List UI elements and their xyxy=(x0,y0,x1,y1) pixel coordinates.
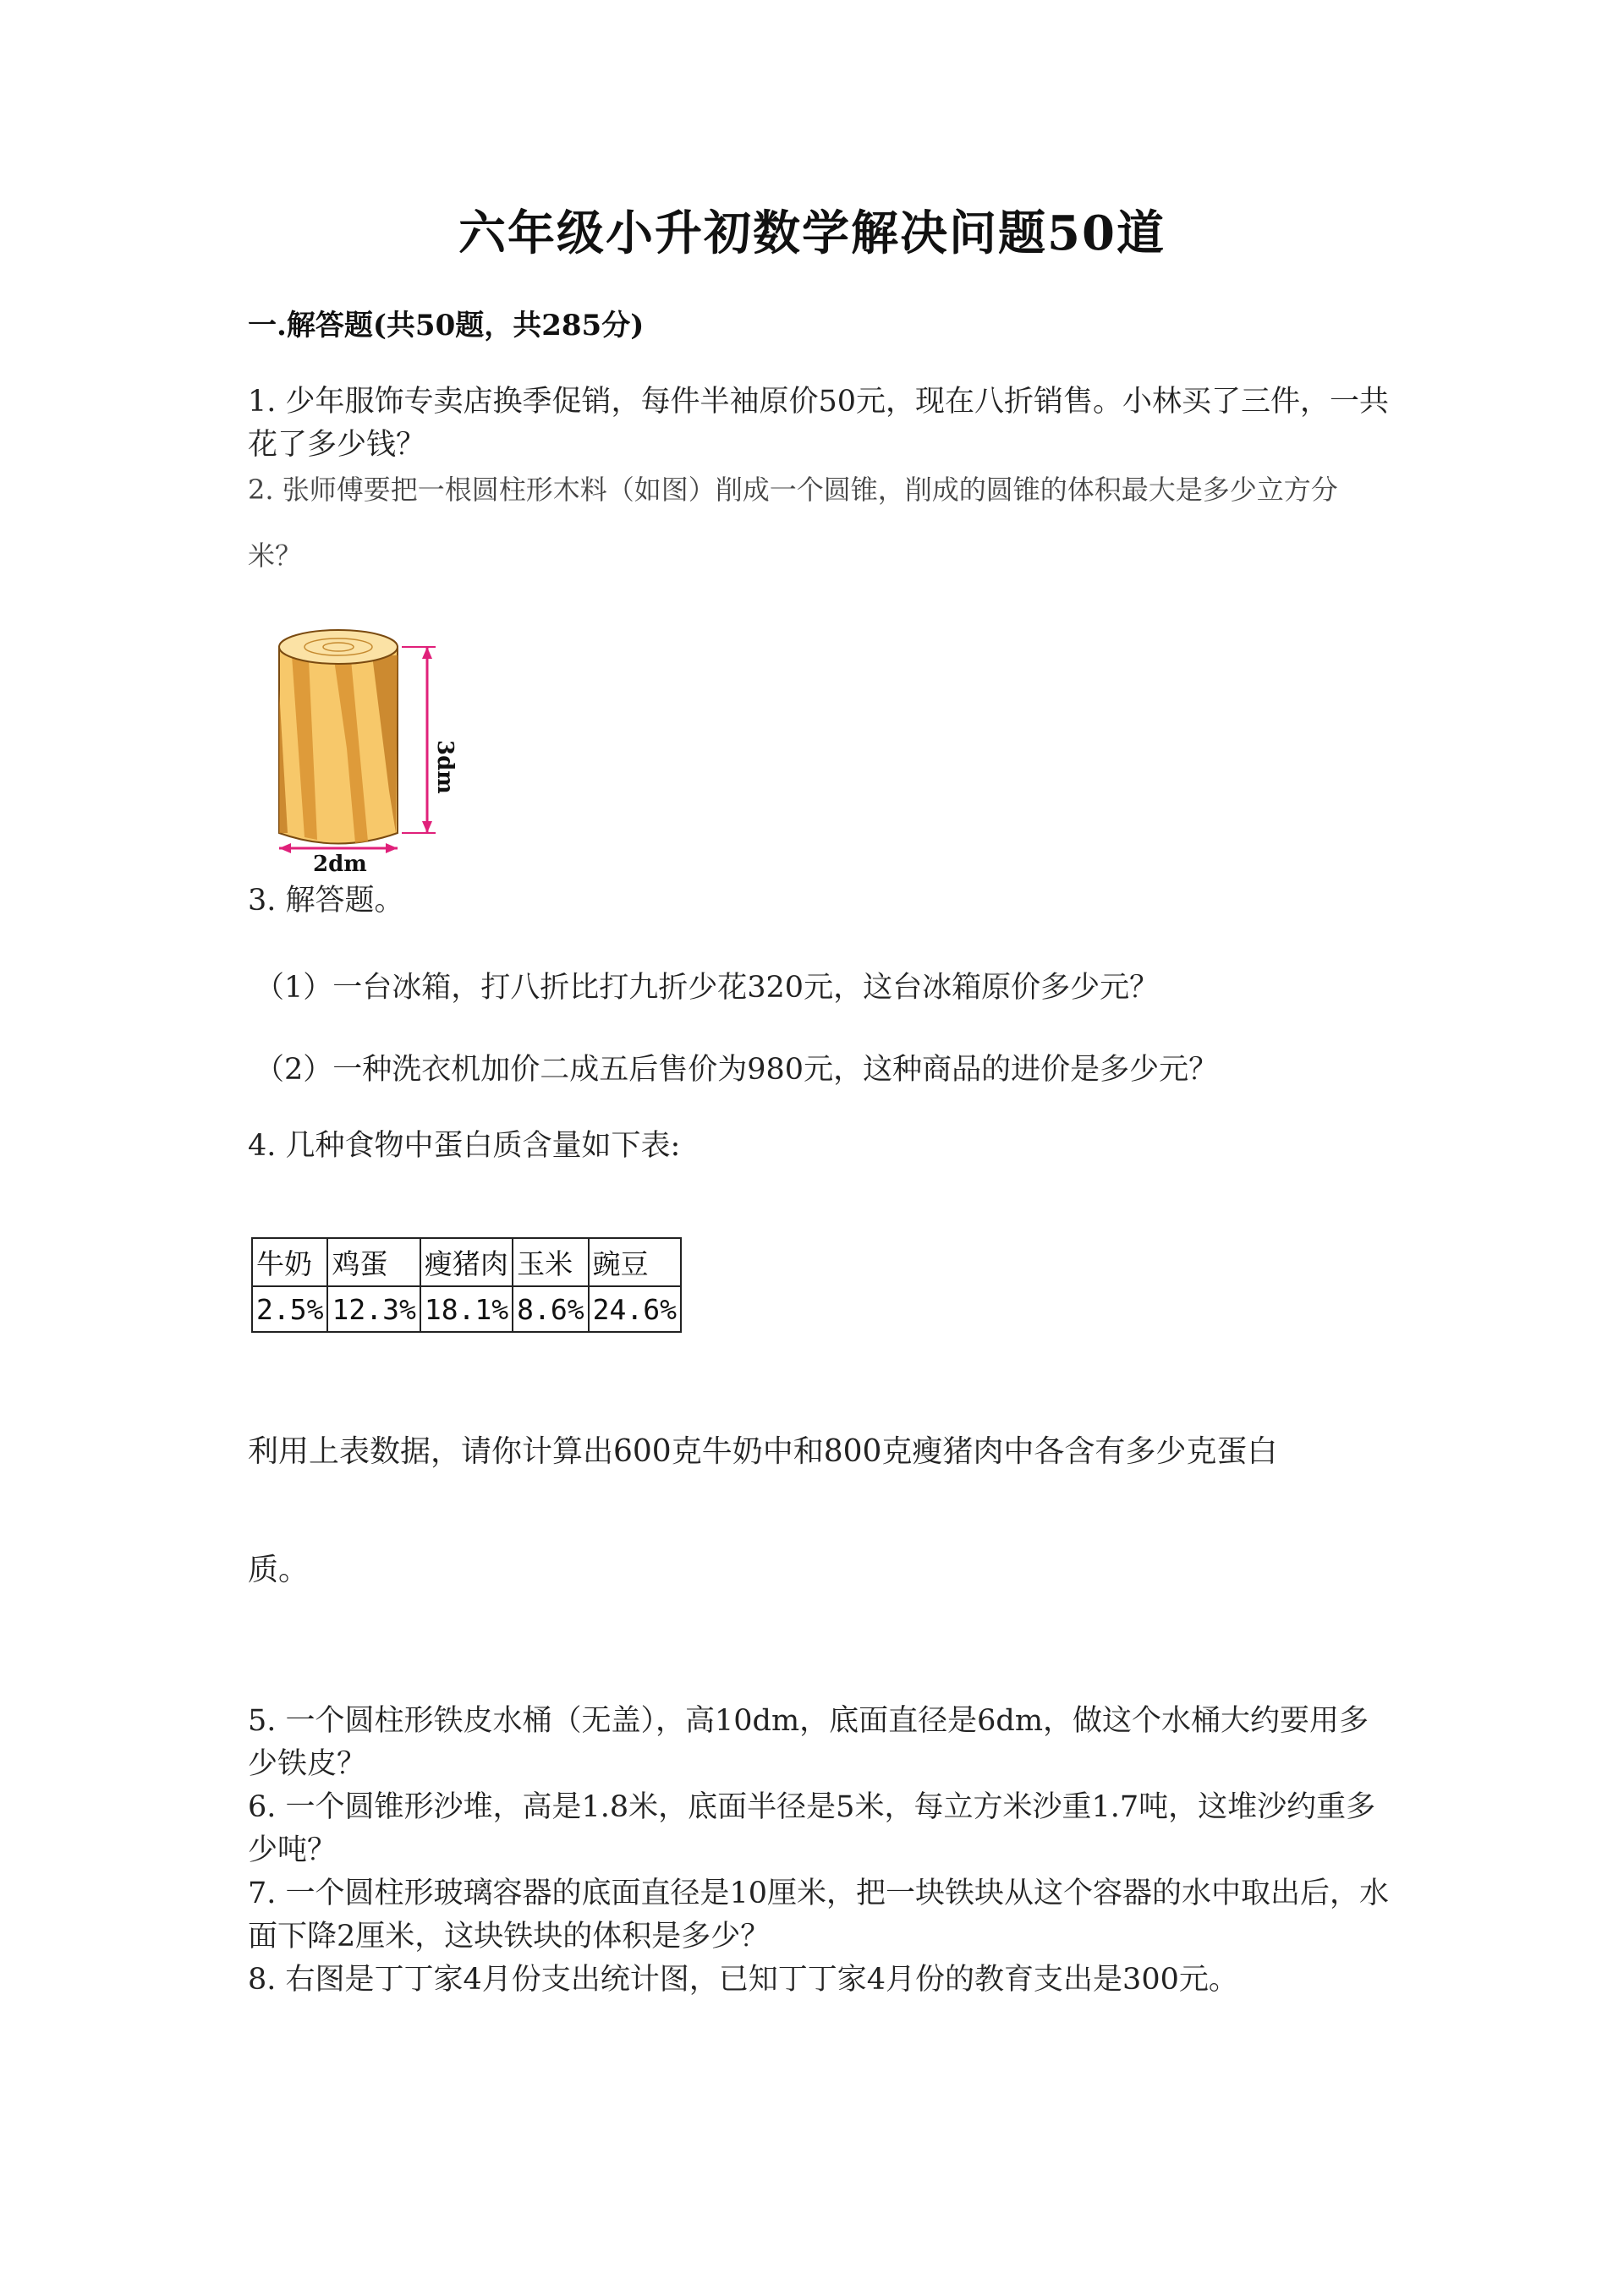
page-title: 六年级小升初数学解决问题50道 xyxy=(458,205,1166,261)
question-3-sub-1: （1）一台冰箱，打八折比打九折少花320元，这台冰箱原价多少元？ xyxy=(255,971,1160,1005)
height-label: 3dm xyxy=(432,740,458,794)
table-header-cell: 牛奶 xyxy=(252,1238,327,1286)
table-header-row xyxy=(252,1238,681,1286)
question-7: 7. 一个圆柱形玻璃容器的底面直径是10厘米，把一块铁块从这个容器的水中取出后，水面下降2厘米，这块铁块的体积是多少？ xyxy=(248,1877,1390,1954)
question-4: 4. 几种食物中蛋白质含量如下表: xyxy=(248,1129,681,1163)
table-cell: 18.1% xyxy=(420,1286,513,1332)
protein-table xyxy=(251,1237,682,1333)
question-1: 1. 少年服饰专卖店换季促销，每件半袖原价50元，现在八折销售。小林买了三件，一共花了多少钱？ xyxy=(248,385,1390,462)
wood-log-figure xyxy=(254,622,465,875)
table-cell: 8.6% xyxy=(513,1286,588,1332)
table-header-cell: 豌豆 xyxy=(589,1238,681,1286)
section-heading: 一.解答题(共50题，共285分) xyxy=(248,309,645,342)
diameter-label: 2dm xyxy=(313,852,367,875)
question-3-sub-2: （2）一种洗衣机加价二成五后售价为980元，这种商品的进价是多少元？ xyxy=(255,1053,1219,1087)
table-cell: 24.6% xyxy=(589,1286,681,1332)
table-cell: 12.3% xyxy=(327,1286,420,1332)
question-4-text-line-2: 质。 xyxy=(248,1553,310,1587)
question-8: 8. 右图是丁丁家4月份支出统计图，已知丁丁家4月份的教育支出是300元。 xyxy=(248,1963,1238,1997)
question-2: 2. 张师傅要把一根圆柱形木料（如图）削成一个圆锥，削成的圆锥的体积最大是多少立方分米？ xyxy=(248,474,1338,572)
question-5: 5. 一个圆柱形铁皮水桶（无盖），高10dm，底面直径是6dm，做这个水桶大约要用多少铁皮？ xyxy=(248,1704,1369,1781)
table-header-cell: 瘦猪肉 xyxy=(420,1238,513,1286)
question-3: 3. 解答题。 xyxy=(248,884,404,918)
table-cell: 2.5% xyxy=(252,1286,327,1332)
table-header-cell: 玉米 xyxy=(513,1238,588,1286)
question-6: 6. 一个圆锥形沙堆，高是1.8米，底面半径是5米，每立方米沙重1.7吨，这堆沙约重多少吨？ xyxy=(248,1790,1376,1867)
table-header-cell: 鸡蛋 xyxy=(327,1238,420,1286)
table-row xyxy=(252,1286,681,1332)
question-4-text-line-1: 利用上表数据，请你计算出600克牛奶中和800克瘦猪肉中各含有多少克蛋白 xyxy=(248,1434,1278,1469)
